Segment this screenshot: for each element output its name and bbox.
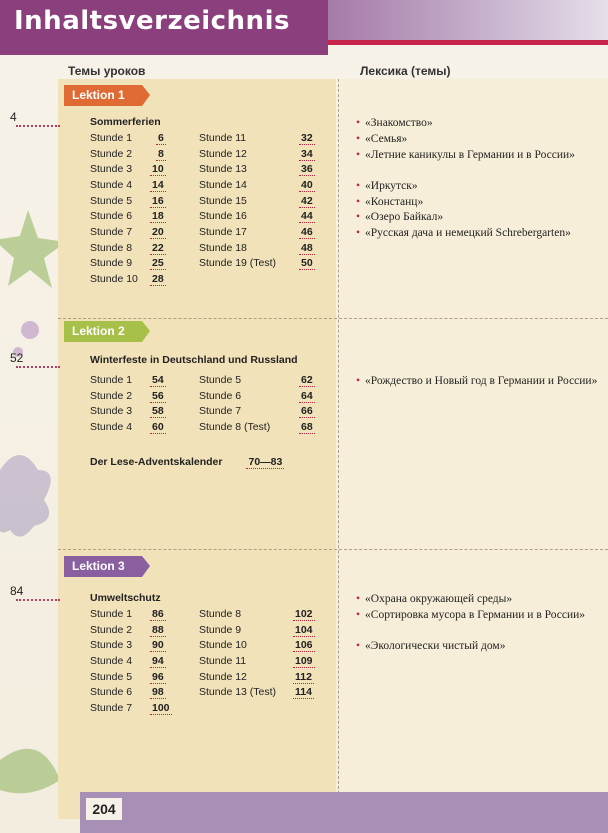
tree-silhouette-icon <box>0 455 51 537</box>
stunde-page: 56 <box>152 390 164 402</box>
lektion-badge-notch <box>142 321 150 342</box>
stunde-entry: Stunde 9 104 <box>199 624 313 636</box>
lektion-badge-notch <box>142 85 150 106</box>
stunde-entry: Stunde 1 6 <box>90 132 164 144</box>
stunde-page: 28 <box>152 273 164 285</box>
stunde-entry: Stunde 11 109 <box>199 655 313 667</box>
lese-adventskalender-entry: Der Lese-Adventskalender 70—83 <box>90 456 283 468</box>
vocab-item: • «Русская дача и немецкий Schrebergarten» <box>356 227 571 239</box>
stunde-page: 86 <box>152 608 164 620</box>
stunde-page: 32 <box>301 132 313 144</box>
dotted-leader <box>16 599 60 601</box>
stunde-page: 68 <box>301 421 313 433</box>
vocab-item: • «Сортировка мусора в Германии и в России» <box>356 609 586 621</box>
stunde-page: 100 <box>152 702 170 714</box>
vocab-item: • «Озеро Байкал» <box>356 211 444 223</box>
page-title: Inhaltsverzeichnis <box>14 6 290 36</box>
starfish-icon <box>0 210 66 288</box>
stunde-page: 8 <box>158 148 164 160</box>
stunde-entry: Stunde 2 56 <box>90 390 164 402</box>
vocab-item: • «Рождество и Новый год в Германии и России» <box>356 375 598 387</box>
stunde-entry: Stunde 15 42 <box>199 195 313 207</box>
stunde-page: 6 <box>158 132 164 144</box>
stunde-entry: Stunde 4 94 <box>90 655 164 667</box>
lektion-badge: Lektion 2 <box>64 321 142 342</box>
stunde-entry: Stunde 7 20 <box>90 226 164 238</box>
stunde-entry: Stunde 19 (Test) 50 <box>199 257 313 269</box>
vocab-item: • «Экологически чистый дом» <box>356 640 506 652</box>
stunde-entry: Stunde 12 34 <box>199 148 313 160</box>
column-header-topics: Темы уроков <box>68 64 146 78</box>
stunde-entry: Stunde 9 25 <box>90 257 164 269</box>
stunde-page: 44 <box>301 210 313 222</box>
stunde-page: 14 <box>152 179 164 191</box>
stunde-page: 20 <box>152 226 164 238</box>
stunde-page: 102 <box>295 608 313 620</box>
stunde-page: 10 <box>152 163 164 175</box>
vocab-item: • «Летние каникулы в Германии и в России» <box>356 149 575 161</box>
stunde-entry: Stunde 6 64 <box>199 390 313 402</box>
stunde-entry: Stunde 2 88 <box>90 624 164 636</box>
stunde-page: 42 <box>301 195 313 207</box>
stunde-page: 106 <box>295 639 313 651</box>
stunde-page: 34 <box>301 148 313 160</box>
stunde-page: 18 <box>152 210 164 222</box>
stunde-page: 94 <box>152 655 164 667</box>
stunde-page: 66 <box>301 405 313 417</box>
lektion-start-page: 52 <box>10 351 24 365</box>
stunde-page: 36 <box>301 163 313 175</box>
stunde-entry: Stunde 8 102 <box>199 608 313 620</box>
dotted-leader <box>16 125 60 127</box>
leaf-icon <box>0 749 60 794</box>
stunde-entry: Stunde 5 96 <box>90 671 164 683</box>
stunde-page: 58 <box>152 405 164 417</box>
stunde-entry: Stunde 18 48 <box>199 242 313 254</box>
stunde-entry: Stunde 8 22 <box>90 242 164 254</box>
stunde-entry: Stunde 16 44 <box>199 210 313 222</box>
vocab-item: • «Охрана окружающей среды» <box>356 593 513 605</box>
lese-pages: 70—83 <box>248 456 283 468</box>
stunde-entry: Stunde 13 (Test) 114 <box>199 686 312 698</box>
lektion-badge: Lektion 1 <box>64 85 142 106</box>
vocab-item: • «Констанц» <box>356 196 424 208</box>
stunde-entry: Stunde 8 (Test) 68 <box>199 421 313 433</box>
lektion-badge-notch <box>142 556 150 577</box>
lektion-theme: Umweltschutz <box>90 592 161 604</box>
stunde-entry: Stunde 14 40 <box>199 179 313 191</box>
stunde-page: 64 <box>301 390 313 402</box>
stunde-entry: Stunde 11 32 <box>199 132 313 144</box>
stunde-entry: Stunde 17 46 <box>199 226 313 238</box>
column-divider <box>338 79 339 819</box>
lektion-theme: Sommerferien <box>90 116 161 128</box>
stunde-entry: Stunde 2 8 <box>90 148 164 160</box>
stunde-page: 109 <box>295 655 313 667</box>
column-header-vocabulary: Лексика (темы) <box>360 64 451 78</box>
stunde-page: 88 <box>152 624 164 636</box>
vocab-item: • «Семья» <box>356 133 408 145</box>
stunde-entry: Stunde 7 66 <box>199 405 313 417</box>
stunde-entry: Stunde 3 90 <box>90 639 164 651</box>
stunde-entry: Stunde 6 98 <box>90 686 164 698</box>
section-divider <box>58 318 608 319</box>
stunde-page: 114 <box>295 686 312 698</box>
lektion-start-page: 84 <box>10 584 24 598</box>
stunde-entry: Stunde 12 112 <box>199 671 312 683</box>
stunde-page: 60 <box>152 421 164 433</box>
stunde-entry: Stunde 5 16 <box>90 195 164 207</box>
footer-band <box>80 792 608 833</box>
stunde-page: 16 <box>152 195 164 207</box>
stunde-entry: Stunde 3 58 <box>90 405 164 417</box>
stunde-entry: Stunde 5 62 <box>199 374 313 386</box>
vocab-item: • «Иркутск» <box>356 180 418 192</box>
title-accent-line <box>328 40 608 45</box>
stunde-page: 54 <box>152 374 164 386</box>
stunde-page: 104 <box>295 624 313 636</box>
stunde-entry: Stunde 13 36 <box>199 163 313 175</box>
stunde-page: 90 <box>152 639 164 651</box>
stunde-entry: Stunde 6 18 <box>90 210 164 222</box>
stunde-entry: Stunde 7 100 <box>90 702 170 714</box>
stunde-entry: Stunde 4 14 <box>90 179 164 191</box>
dotted-leader <box>16 366 60 368</box>
stunde-page: 62 <box>301 374 313 386</box>
stunde-entry: Stunde 1 86 <box>90 608 164 620</box>
stunde-page: 40 <box>301 179 313 191</box>
stunde-entry: Stunde 3 10 <box>90 163 164 175</box>
stunde-page: 25 <box>152 257 164 269</box>
vocab-item: • «Знакомство» <box>356 117 433 129</box>
lektion-badge: Lektion 3 <box>64 556 142 577</box>
stunde-page: 98 <box>152 686 164 698</box>
stunde-page: 50 <box>301 257 313 269</box>
bubbles-icon <box>21 321 39 339</box>
lektion-theme: Winterfeste in Deutschland und Russland <box>90 354 298 366</box>
stunde-page: 96 <box>152 671 164 683</box>
stunde-page: 48 <box>301 242 313 254</box>
lektion-start-page: 4 <box>10 110 17 124</box>
stunde-page: 46 <box>301 226 313 238</box>
stunde-entry: Stunde 4 60 <box>90 421 164 433</box>
stunde-entry: Stunde 10 106 <box>199 639 313 651</box>
stunde-page: 112 <box>295 671 312 683</box>
stunde-entry: Stunde 1 54 <box>90 374 164 386</box>
footer-page-number: 204 <box>86 798 122 820</box>
section-divider <box>58 549 608 550</box>
stunde-page: 22 <box>152 242 164 254</box>
title-band-gradient <box>328 0 608 44</box>
stunde-entry: Stunde 10 28 <box>90 273 164 285</box>
